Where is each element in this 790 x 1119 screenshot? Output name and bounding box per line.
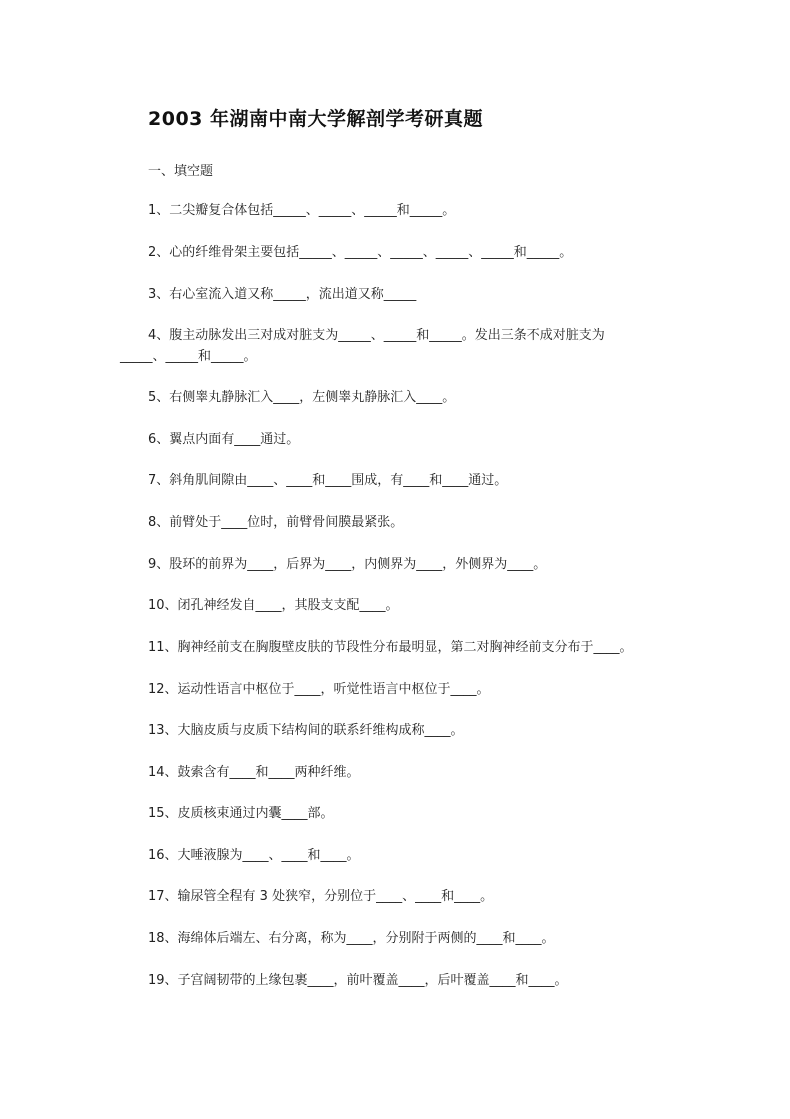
question-1: 1、二尖瓣复合体包括_____、_____、_____和_____。 <box>148 203 456 218</box>
question-9: 9、股环的前界为____，后界为____，内侧界为____，外侧界为____。 <box>148 557 547 572</box>
section-heading: 一、填空题 <box>148 164 214 179</box>
question-7: 7、斜角肌间隙由____、____和____围成，有____和____通过。 <box>148 473 508 488</box>
question-5: 5、右侧睾丸静脉汇入____，左侧睾丸静脉汇入____。 <box>148 390 456 405</box>
question-4-line-2: _____、_____和_____。 <box>120 349 257 364</box>
question-11: 11、胸神经前支在胸腹壁皮肤的节段性分布最明显，第二对胸神经前支分布于____。 <box>148 640 633 655</box>
question-10: 10、闭孔神经发自____，其股支支配____。 <box>148 598 399 613</box>
question-8: 8、前臂处于____位时，前臂骨间膜最紧张。 <box>148 515 404 530</box>
page-title: 2003 年湖南中南大学解剖学考研真题 <box>148 108 483 130</box>
question-14: 14、鼓索含有____和____两种纤维。 <box>148 765 360 780</box>
question-19: 19、子宫阔韧带的上缘包裹____，前叶覆盖____，后叶覆盖____和____。 <box>148 973 568 988</box>
question-2: 2、心的纤维骨架主要包括_____、_____、_____、_____、_____和_____。 <box>148 245 573 260</box>
question-4-line-1: 4、腹主动脉发出三对成对脏支为_____、_____和_____。发出三条不成对脏支为 <box>148 328 605 343</box>
question-18: 18、海绵体后端左、右分离，称为____，分别附于两侧的____和____。 <box>148 931 555 946</box>
question-6: 6、翼点内面有____通过。 <box>148 432 300 447</box>
question-15: 15、皮质核束通过内囊____部。 <box>148 806 334 821</box>
question-16: 16、大唾液腺为____、____和____。 <box>148 848 360 863</box>
question-3: 3、右心室流入道又称_____，流出道又称_____ <box>148 287 417 302</box>
question-12: 12、运动性语言中枢位于____，听觉性语言中枢位于____。 <box>148 682 490 697</box>
question-17: 17、输尿管全程有 3 处狭窄，分别位于____、____和____。 <box>148 889 494 904</box>
question-13: 13、大脑皮质与皮质下结构间的联系纤维构成称____。 <box>148 723 464 738</box>
